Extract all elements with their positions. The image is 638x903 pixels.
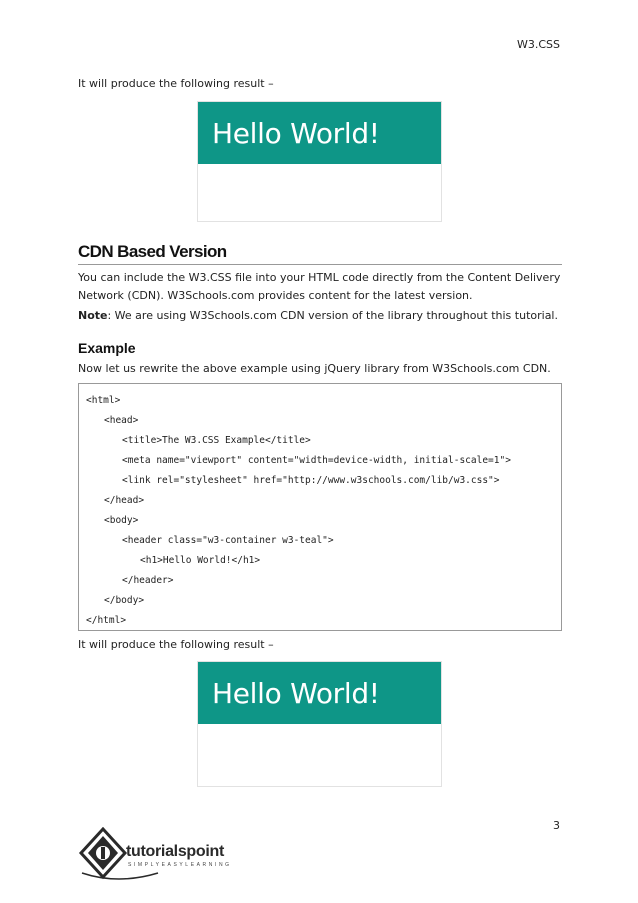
code-line: <head> <box>104 415 139 426</box>
hello-world-heading: Hello World! <box>212 116 380 150</box>
teal-header-bar <box>198 102 441 164</box>
cdn-paragraph-line-2: Network (CDN). W3Schools.com provides content for the latest version. <box>78 289 473 302</box>
cdn-paragraph <box>78 269 562 305</box>
note-label: Note <box>78 309 108 322</box>
section-divider <box>78 264 562 265</box>
page-number: 3 <box>553 819 560 832</box>
code-line: <body> <box>104 515 139 526</box>
result-intro-text: It will produce the following result – <box>78 77 274 90</box>
page-header-title: W3.CSS <box>516 38 560 51</box>
hello-world-heading: Hello World! <box>212 676 380 710</box>
code-line: </html> <box>86 615 127 626</box>
code-line: <h1>Hello World!</h1> <box>140 555 261 566</box>
code-line: <header class="w3-container w3-teal"> <box>122 535 334 546</box>
code-line: <title>The W3.CSS Example</title> <box>122 435 311 446</box>
logo-tagline: SIMPLYEASYLEARNING <box>128 862 232 868</box>
result-preview-1 <box>197 101 442 222</box>
code-line: </header> <box>122 575 174 586</box>
note-text: : We are using W3Schools.com CDN version of the library throughout this tutorial. <box>107 309 558 322</box>
note-paragraph <box>78 307 562 325</box>
code-line: <meta name="viewport" content="width=device-width, initial-scale=1"> <box>122 455 511 466</box>
example-title: Example <box>78 340 136 356</box>
code-line: <html> <box>86 395 121 406</box>
cdn-paragraph-line-1: You can include the W3.CSS file into your HTML code directly from the Content Delivery <box>78 271 561 284</box>
code-line: </head> <box>104 495 145 506</box>
result-outro-text: It will produce the following result – <box>78 638 274 651</box>
example-description: Now let us rewrite the above example using jQuery library from W3Schools.com CDN. <box>78 362 551 375</box>
result-preview-2 <box>197 661 442 787</box>
section-title-cdn: CDN Based Version <box>78 242 227 261</box>
code-line: <link rel="stylesheet" href="http://www.w3schools.com/lib/w3.css"> <box>122 475 500 486</box>
teal-header-bar <box>198 662 441 724</box>
code-block <box>78 383 562 631</box>
code-line: </body> <box>104 595 145 606</box>
logo-wordmark: tutorialspoint <box>126 843 225 860</box>
